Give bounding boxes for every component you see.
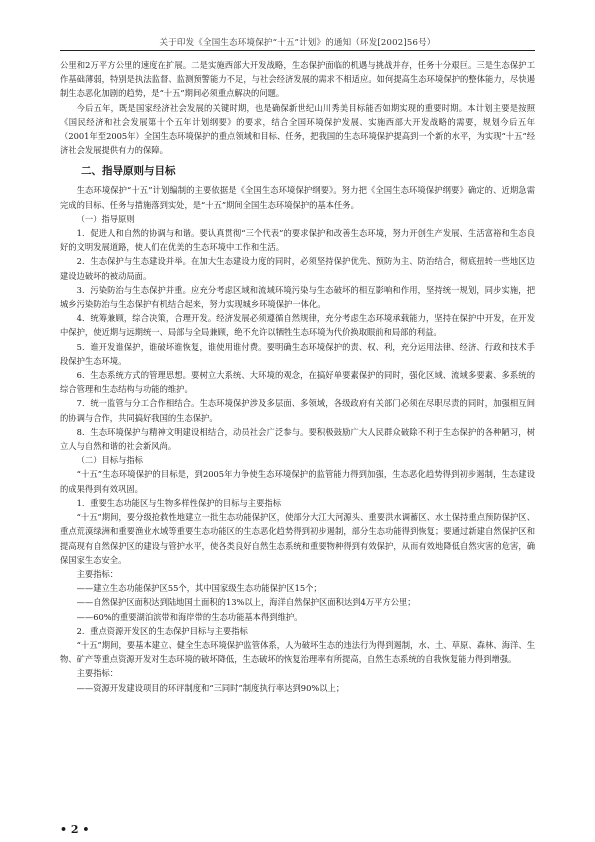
principle-item: 3．污染防治与生态保护并重。应充分考虑区域和流域环境污染与生态破坏的相互影响和作用，坚持统一规划，同步实施，把城乡污染防治与生态保护有机结合起来，努力实现城乡环境保护一体化。 [60,284,535,310]
paragraph: “十五”期间，要分级抢救性地建立一批生态功能保护区，使部分大江大河源头、重要洪水调蓄区、水土保持重点预防保护区、重点荒漠绿洲和重要渔业水域等重要生态功能区的生态恶化趋势得到初步遏制，部分生态功能得到恢复；要通过新建自然保护区和提高现有自然保护区的建设与管护水平，使各类良好自然生态系统和重要物种得到有效保护，从而有效地降低自然灾害的危害，确保国家生态安全。 [60,512,535,565]
section-heading: 二、指导原则与目标 [81,165,176,178]
principle-item: 6．生态系统方式的管理思想。要树立大系统、大环境的观念，在搞好单要素保护的同时，强化区域、流域多要素、多系统的综合管理和生态结构与功能的维护。 [60,370,535,395]
page-number: • 2 • [60,823,90,836]
paragraph: 今后五年，既是国家经济社会发展的关键时期，也是确保新世纪山川秀美目标能否如期实现的重要时期。本计划主要是按照《国民经济和社会发展第十个五年计划纲要》的要求，结合全国环境保护发展、实施西部大开发战略的需要，规划今后五年（2001年至2005年）全国生态环境保护的重点领域和目标、任务，把我国的生态环境保护提高到一个新的水平，为实现“十五”经济社会发展提供有力的保障。 [60,102,535,156]
principle-item: 7．统一监管与分工合作相结合。生态环境保护涉及多层面、多领域，各级政府有关部门必须在尽职尽责的同时，加强相互间的协调与合作，共同搞好我国的生态保护。 [60,398,535,423]
principle-item: 5．谁开发谁保护，谁破坏谁恢复，谁使用谁付费。要明确生态环境保护的责、权、利，充分运用法律、经济、行政和技术手段保护生态环境。 [60,341,535,366]
principle-item: 8．生态环境保护与精神文明建设相结合，动员社会广泛参与。要积极鼓励广大人民群众破除不利于生态保护的各种陋习，树立人与自然和谐的社会新风尚。 [60,426,535,452]
indicator-item: ——自然保护区面积达到陆地国土面积的13%以上，海洋自然保护区面积达到4万平方公里； [76,597,416,608]
principle-item: 2．生态保护与生态建设并举。在加大生态建设力度的同时，必须坚持保护优先、预防为主、防治结合，彻底扭转一些地区边建设边破坏的被动局面。 [60,256,535,281]
document-body [60,58,535,695]
indicators-label: 主要指标： [76,568,119,579]
indicators-label: 主要指标： [76,668,119,679]
running-header: 关于印发《全国生态环境保护“十五”计划》的通知（环发[2002]56号） [159,38,436,48]
subsection-heading: （一）指导原则 [76,213,135,224]
header-rule [60,50,535,51]
paragraph: “十五”生态环境保护的目标是，到2005年力争使生态环境保护的监管能力得到加强，生态恶化趋势得到初步遏制，生态建设的成果得到有效巩固。 [60,469,535,494]
item-title: 1．重要生态功能区与生物多样性保护的目标与主要指标 [76,497,281,508]
principle-item: 1．促进人和自然的协调与和谐。要认真贯彻“三个代表”的要求保护和改善生态环境，努力开创生产发展、生活富裕和生态良好的文明发展道路，使人们在优美的生态环境中工作和生活。 [60,228,535,253]
subsection-heading: （二）目标与指标 [76,455,143,466]
indicator-item: ——建立生态功能保护区55个，其中国家级生态功能保护区15个； [76,583,322,594]
paragraph: “十五”期间，要基本建立、健全生态环境保护监管体系，人为破坏生态的违法行为得到遏制，水、土、草原、森林、海洋、生物、矿产等重点资源开发对生态环境的破坏降低，生态破坏的恢复治理率有所提高，自然生态系统的自我恢复能力得到增强。 [60,639,535,665]
principle-item: 4．统筹兼顾，综合决策，合理开发。经济发展必须遵循自然规律，充分考虑生态环境承载能力，坚持在保护中开发，在开发中保护，使近期与远期统一、局部与全局兼顾，绝不允许以牺牲生态环境为代价换取眼前和局部的利益。 [60,313,535,338]
indicator-item: ——资源开发建设项目的环评制度和“三同时”制度执行率达到90%以上； [76,682,345,693]
indicator-item: ——60%的重要湖泊滨带和海岸带的生态功能基本得到维护。 [76,611,303,622]
paragraph: 生态环境保护“十五”计划编制的主要依据是《全国生态环境保护纲要》。努力把《全国生态环境保护纲要》确定的、近期急需完成的目标、任务与措施落到实处，是“十五”期间全国生态环境保护的基本任务。 [60,185,535,210]
item-title: 2．重点资源开发区的生态保护目标与主要指标 [76,625,248,636]
paragraph: 公里和2万平方公里的速度在扩展。二是实施西部大开发战略，生态保护面临的机遇与挑战并存，任务十分艰巨。三是生态保护工作基础薄弱，特别是执法监督、监测预警能力不足，与社会经济发展的需求不相适应。如何提高生态环境保护的整体能力，尽快遏制生态恶化加剧的趋势，是“十五”期间必须重点解决的问题。 [60,60,535,99]
